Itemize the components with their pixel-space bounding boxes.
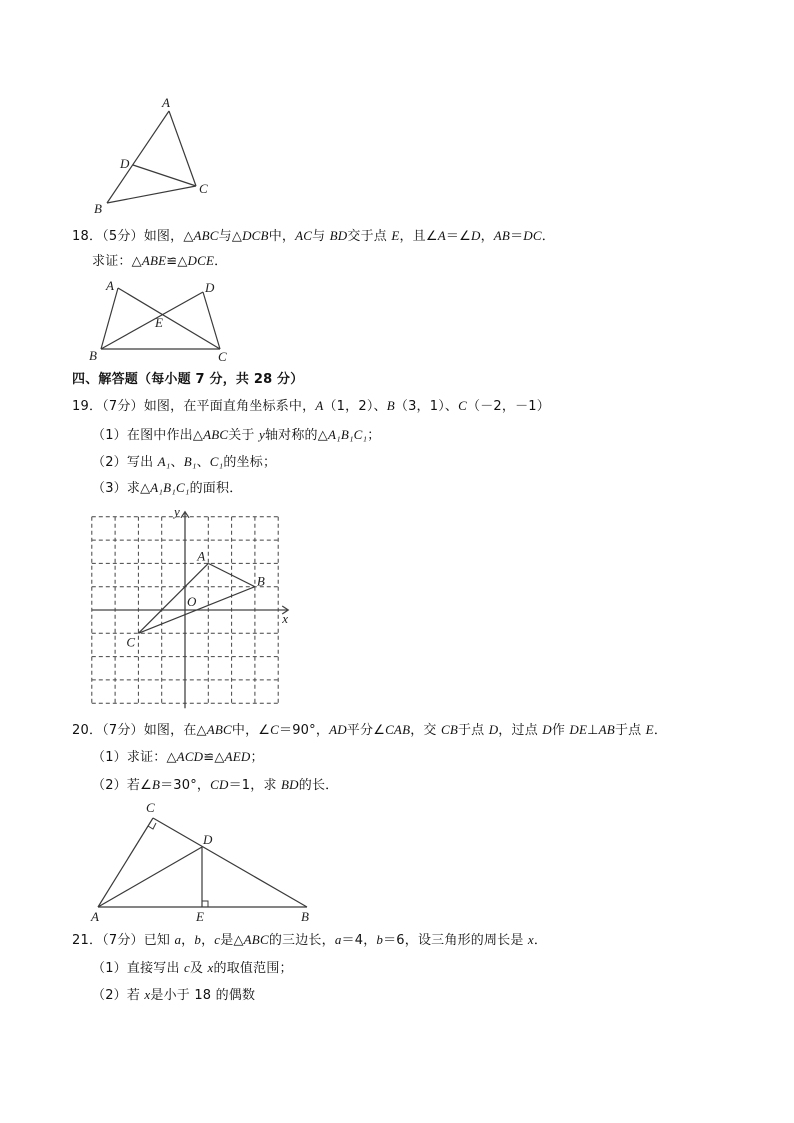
point-label: B xyxy=(89,348,97,363)
text-fragment: ＝6，设三角形的周长是 xyxy=(383,933,528,948)
math-symbol: ABC xyxy=(193,228,219,243)
math-symbol: BD xyxy=(281,777,299,792)
point-label: A xyxy=(91,909,99,924)
math-symbol: A xyxy=(437,228,446,243)
math-symbol: AB xyxy=(598,722,615,737)
problem21-question1 xyxy=(92,959,293,978)
line-segment xyxy=(98,818,153,907)
math-symbol: ABC xyxy=(243,932,269,947)
point-label: D xyxy=(120,156,130,171)
point-label: D xyxy=(205,280,215,295)
math-symbol: c xyxy=(184,960,190,975)
text-fragment: （2）写出 xyxy=(92,455,158,470)
text-fragment: 20．（7分）如图，在△ xyxy=(72,723,207,738)
text-fragment: ，且∠ xyxy=(399,229,438,244)
point-label: D xyxy=(203,832,213,847)
text-fragment: ＝1，求 xyxy=(228,778,282,793)
text-fragment: ，交 xyxy=(410,723,441,738)
math-symbol: AED xyxy=(224,749,251,764)
text-fragment: 的坐标； xyxy=(223,455,277,470)
text-fragment: ， xyxy=(480,229,494,244)
text-fragment: 的长． xyxy=(298,778,339,793)
math-symbol: c xyxy=(214,932,221,947)
text-fragment: （－2，－1） xyxy=(467,399,550,414)
text-fragment: ， xyxy=(201,933,215,948)
text-fragment: （1）直接写出 xyxy=(92,961,185,976)
text-fragment: 的取值范围； xyxy=(213,961,293,976)
text-fragment: 关于 xyxy=(228,428,259,443)
text-fragment: ＝30°， xyxy=(160,778,211,793)
text-fragment: ． xyxy=(214,254,228,269)
text-fragment: 与△ xyxy=(218,229,243,244)
text-fragment: 轴对称的△ xyxy=(264,428,328,443)
math-symbol: DCE xyxy=(187,253,215,268)
text-fragment: 交于点 xyxy=(347,229,392,244)
point-label: B xyxy=(94,201,102,216)
math-symbol: x xyxy=(527,932,534,947)
math-symbol: B xyxy=(386,398,395,413)
math-symbol: E xyxy=(645,722,654,737)
math-symbol: E xyxy=(391,228,400,243)
text-fragment: ． xyxy=(541,229,555,244)
math-symbol: A xyxy=(315,398,324,413)
math-symbol: DC xyxy=(523,228,542,243)
text-fragment: ， xyxy=(181,933,195,948)
problem20-question2 xyxy=(92,776,338,795)
math-symbol: x xyxy=(207,960,214,975)
math-symbol: B xyxy=(151,777,161,792)
math-symbol: AC xyxy=(295,228,313,243)
point-label: E xyxy=(155,315,163,330)
text-fragment: 19．（7分）如图，在平面直角坐标系中， xyxy=(72,399,316,414)
figure-drawing xyxy=(85,795,325,925)
math-symbol: ABC xyxy=(206,722,232,737)
math-symbol: A₁B₁C₁ xyxy=(150,480,190,495)
math-symbol: BD xyxy=(329,228,348,243)
text-fragment: 、 xyxy=(196,455,210,470)
text-fragment: 的面积． xyxy=(189,481,243,496)
text-fragment: 作 xyxy=(551,723,570,738)
math-symbol: B₁ xyxy=(183,454,197,469)
text-fragment: ＝∠ xyxy=(445,229,471,244)
math-symbol: DE xyxy=(569,722,588,737)
y-axis-label: y xyxy=(174,503,180,519)
right-angle-mark xyxy=(202,901,208,907)
text-fragment: ； xyxy=(367,428,381,443)
point-label: A xyxy=(162,95,170,110)
text-fragment: 及 xyxy=(190,961,208,976)
x-axis-label: x xyxy=(282,611,288,626)
math-symbol: y xyxy=(258,427,265,442)
math-symbol: AD xyxy=(329,722,347,737)
problem21-question2 xyxy=(92,986,255,1005)
text-fragment: 、 xyxy=(170,455,184,470)
text-fragment: ，过点 xyxy=(498,723,543,738)
math-symbol: CAB xyxy=(385,722,411,737)
point-label: C xyxy=(199,181,208,196)
text-fragment: 中， xyxy=(268,229,296,244)
math-symbol: D xyxy=(470,228,481,243)
math-symbol: D xyxy=(488,722,499,737)
text-fragment: 是△ xyxy=(220,933,244,948)
text-fragment: （1，2）、 xyxy=(323,399,387,414)
math-symbol: ACD xyxy=(176,749,204,764)
line-segment xyxy=(98,847,202,907)
math-symbol: CD xyxy=(210,777,229,792)
math-symbol: DCB xyxy=(242,228,269,243)
math-symbol: x xyxy=(144,987,151,1002)
math-symbol: b xyxy=(194,932,202,947)
math-symbol: A₁ xyxy=(157,454,171,469)
text-fragment: （1）求证：△ xyxy=(92,750,177,765)
point-label: E xyxy=(196,909,204,924)
text-fragment: 于点 xyxy=(614,723,646,738)
origin-label: O xyxy=(187,594,197,609)
text-fragment: 与 xyxy=(312,229,330,244)
math-symbol: b xyxy=(376,932,384,947)
text-fragment: ＝4， xyxy=(341,933,377,948)
text-fragment: ≌△ xyxy=(166,254,188,269)
point-label: A xyxy=(197,548,206,564)
point-label: C xyxy=(218,349,227,364)
point-label: A xyxy=(106,278,114,293)
text-fragment: 平分∠ xyxy=(346,723,386,738)
math-symbol: C₁ xyxy=(209,454,224,469)
text-fragment: ； xyxy=(250,750,264,765)
text-fragment: 四、解答题（每小题 7 分，共 28 分） xyxy=(72,372,304,387)
math-symbol: ABE xyxy=(141,253,167,268)
math-symbol: a xyxy=(334,932,342,947)
text-fragment: ≌△ xyxy=(203,750,225,765)
text-fragment: 求证：△ xyxy=(92,254,142,269)
text-fragment: ． xyxy=(533,933,548,948)
math-symbol: C xyxy=(270,722,280,737)
text-fragment: （3）求△ xyxy=(92,481,151,496)
text-fragment: ． xyxy=(653,723,668,738)
text-fragment: （2）若 xyxy=(92,988,145,1003)
math-symbol: D xyxy=(542,722,552,737)
math-symbol: a xyxy=(174,932,182,947)
text-fragment: 21．（7分）已知 xyxy=(72,933,175,948)
text-fragment: 于点 xyxy=(457,723,489,738)
math-symbol: AB xyxy=(493,228,511,243)
text-fragment: （3，1）、 xyxy=(394,399,459,414)
math-symbol: ABC xyxy=(203,427,229,442)
text-fragment: ＝ xyxy=(510,229,524,244)
text-fragment: （2）若∠ xyxy=(92,778,152,793)
math-symbol: C xyxy=(458,398,468,413)
point-label: B xyxy=(256,573,265,589)
problem21-stem xyxy=(72,931,547,950)
triangle-side xyxy=(138,563,208,633)
point-label: C xyxy=(126,634,136,650)
math-symbol: A₁B₁C₁ xyxy=(327,427,368,442)
text-fragment: （1）在图中作出△ xyxy=(92,428,204,443)
text-fragment: 中，∠ xyxy=(231,723,271,738)
math-symbol: CB xyxy=(440,722,458,737)
text-fragment: 的三边长， xyxy=(268,933,335,948)
point-label: B xyxy=(301,909,309,924)
problem20-question1 xyxy=(92,748,264,767)
text-fragment: ⊥ xyxy=(587,723,599,738)
text-fragment: 18．（5分）如图，△ xyxy=(72,229,194,244)
point-label: C xyxy=(146,800,155,815)
problem20-figure xyxy=(85,795,325,925)
text-fragment: ＝90°， xyxy=(279,723,330,738)
text-fragment: 是小于 18 的偶数 xyxy=(150,988,256,1003)
problem20-stem xyxy=(72,721,667,740)
